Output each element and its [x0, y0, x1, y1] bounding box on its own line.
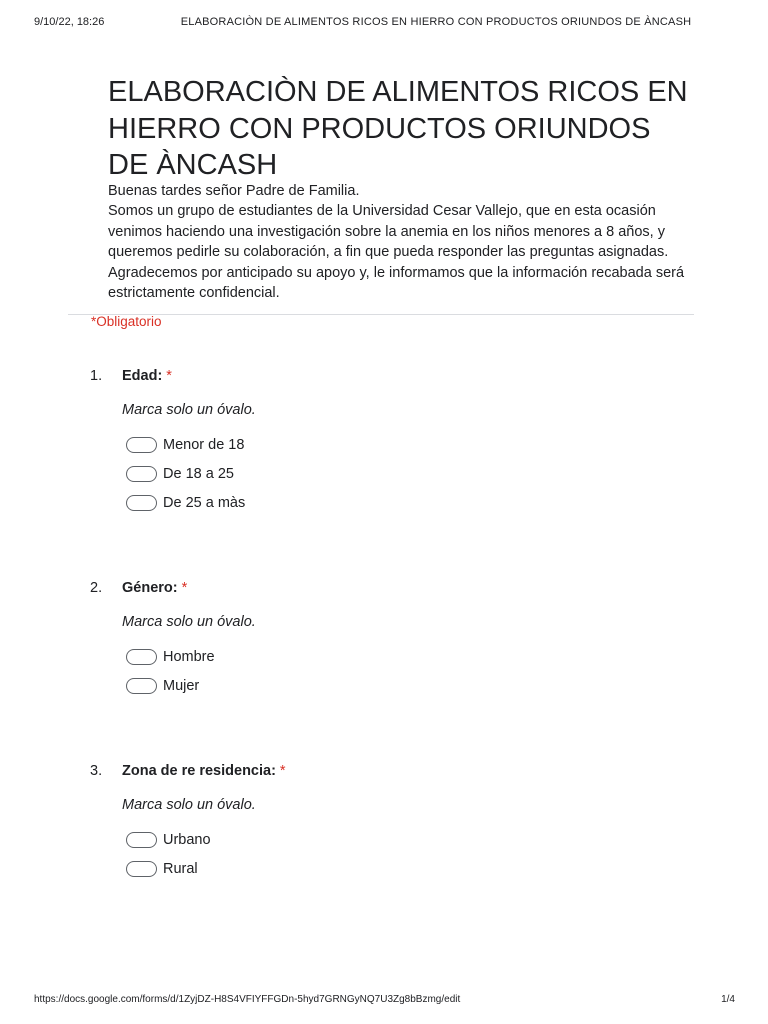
form-description-greeting: Buenas tardes señor Padre de Familia. — [108, 183, 360, 199]
question-title — [122, 580, 187, 596]
page-number: 1/4 — [721, 994, 735, 1005]
option-label: Mujer — [163, 677, 200, 694]
option-menor-de-18[interactable] — [126, 430, 245, 459]
question-number: 2. — [90, 580, 103, 596]
option-hombre[interactable] — [126, 642, 215, 671]
option-label: Menor de 18 — [163, 436, 245, 453]
question-title — [122, 368, 172, 384]
question-number: 1. — [90, 368, 103, 384]
radio-oval[interactable] — [126, 495, 157, 511]
radio-oval[interactable] — [126, 678, 157, 694]
option-label: Hombre — [163, 648, 215, 665]
question-title — [122, 763, 286, 779]
option-mujer[interactable] — [126, 671, 215, 700]
option-label: Urbano — [163, 831, 211, 848]
radio-oval[interactable] — [126, 466, 157, 482]
option-label: De 25 a màs — [163, 494, 246, 511]
form-description-body: Somos un grupo de estudiantes de la Universidad Cesar Vallejo, que en esta ocasión venimos haciendo una investigación sobre la anemia en los niños menores a 8 años, y queremos pedirle su colaboración, a fin que pueda responder las preguntas asignadas. Agradecemos por anticipado su apoyo y, le informamos que la información recabada será estrictamente confidencial. — [108, 203, 685, 302]
option-de-18-a-25[interactable] — [126, 459, 245, 488]
header-divider — [68, 314, 694, 315]
required-asterisk: * — [166, 368, 172, 384]
option-rural[interactable] — [126, 854, 211, 883]
print-header — [0, 16, 768, 30]
question-hint: Marca solo un óvalo. — [122, 402, 256, 418]
option-label: Rural — [163, 860, 198, 877]
question-number: 3. — [90, 763, 103, 779]
radio-oval[interactable] — [126, 832, 157, 848]
option-de-25-a-mas[interactable] — [126, 488, 245, 517]
option-list — [126, 642, 215, 700]
option-list — [126, 430, 245, 517]
question-hint: Marca solo un óvalo. — [122, 614, 256, 630]
option-list — [126, 825, 211, 883]
print-document-title: ELABORACIÒN DE ALIMENTOS RICOS EN HIERRO CON PRODUCTOS ORIUNDOS DE ÀNCASH — [180, 16, 692, 28]
print-datetime: 9/10/22, 18:26 — [34, 16, 105, 28]
radio-oval[interactable] — [126, 437, 157, 453]
question-title-text: Género: — [122, 580, 178, 596]
required-note: *Obligatorio — [91, 314, 162, 329]
radio-oval[interactable] — [126, 861, 157, 877]
form-description — [108, 181, 688, 303]
question-title-text: Zona de re residencia: — [122, 763, 276, 779]
required-asterisk: * — [279, 763, 286, 779]
question-title-text: Edad: — [122, 368, 163, 384]
question-hint: Marca solo un óvalo. — [122, 797, 256, 813]
print-url: https://docs.google.com/forms/d/1ZyjDZ-H8S4VFIYFFGDn-5hyd7GRNGyNQ7U3Zg8bBzmg/edit — [34, 994, 461, 1005]
required-asterisk: * — [181, 580, 188, 596]
option-label: De 18 a 25 — [163, 465, 234, 482]
option-urbano[interactable] — [126, 825, 211, 854]
radio-oval[interactable] — [126, 649, 157, 665]
form-title: ELABORACIÒN DE ALIMENTOS RICOS EN HIERRO CON PRODUCTOS ORIUNDOS DE ÀNCASH — [108, 76, 688, 181]
